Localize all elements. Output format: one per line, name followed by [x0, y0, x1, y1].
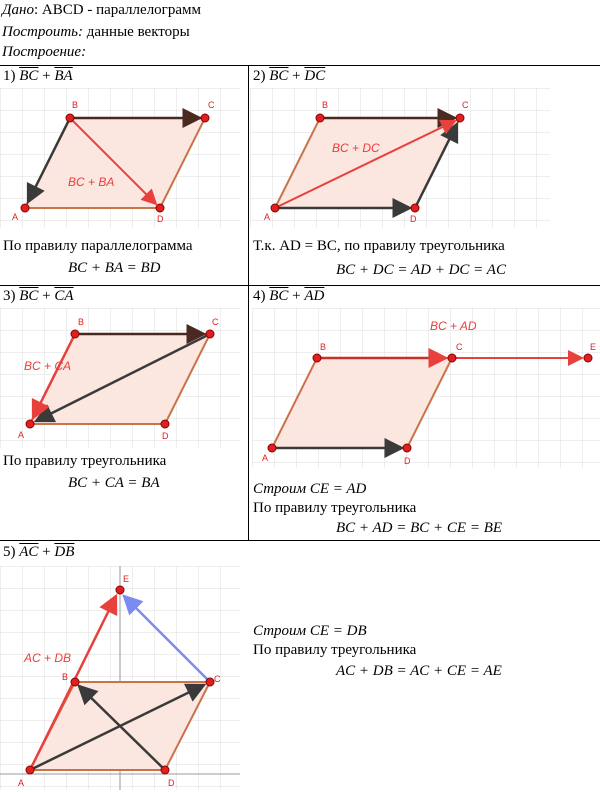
- given-text: : ABCD - параллелограмм: [34, 2, 201, 18]
- point-b: [71, 678, 79, 686]
- point-d: [161, 420, 169, 428]
- point-c: [448, 354, 456, 362]
- cell1-title: 1) $\overline{BC} + \overline{BA}$: [3, 68, 73, 84]
- point-a: [26, 420, 34, 428]
- cell5-diagram: [0, 566, 240, 790]
- point-c: [206, 330, 214, 338]
- vector-label: BC + AD: [430, 319, 477, 333]
- point-c: [201, 114, 209, 122]
- table-top-border: [0, 65, 600, 66]
- point-a: [26, 766, 34, 774]
- point-b: [313, 354, 321, 362]
- cell4-equation: BC + AD = BC + CE = BE: [336, 520, 503, 536]
- label-b: B: [62, 672, 69, 682]
- vector-label: BC + DC: [332, 141, 380, 155]
- cell5-title: 5) $\overline{AC} + \overline{DB}$: [3, 544, 75, 560]
- label-a: A: [18, 430, 25, 440]
- label-a: A: [18, 778, 25, 788]
- label-c: C: [456, 342, 463, 352]
- table-row1-border: [0, 285, 600, 286]
- label-e: E: [590, 342, 597, 352]
- table-row2-border: [0, 540, 600, 541]
- label-d: D: [410, 214, 417, 224]
- cell1-diagram: [0, 88, 240, 228]
- cell1-rule: По правилу параллелограмма: [3, 238, 193, 254]
- label-c: C: [212, 317, 219, 327]
- cell3-title: 3) $\overline{BC} + \overline{CA}$: [3, 288, 74, 304]
- label-c: C: [462, 100, 469, 110]
- construct-text: данные векторы: [82, 24, 190, 40]
- cell5-rule: По правилу треугольника: [253, 642, 417, 658]
- point-d: [156, 204, 164, 212]
- cell5-equation: AC + DB = AC + CE = AE: [336, 663, 502, 679]
- label-b: B: [320, 342, 327, 352]
- cell3-equation: BC + CA = BA: [68, 475, 160, 491]
- point-a: [271, 204, 279, 212]
- point-c: [206, 678, 214, 686]
- label-a: A: [264, 212, 271, 222]
- point-d: [161, 766, 169, 774]
- point-a: [268, 444, 276, 452]
- table-col-divider: [248, 65, 249, 540]
- vector-label: BC + CA: [24, 359, 72, 373]
- cell3-diagram: [0, 308, 240, 448]
- label-b: B: [78, 317, 85, 327]
- cell2-note: Т.к. AD = BC, по правилу треугольника: [253, 238, 505, 254]
- point-e: [116, 586, 124, 594]
- label-b: B: [72, 100, 79, 110]
- cell2-diagram: [250, 88, 550, 228]
- cell3-rule: По правилу треугольника: [3, 453, 167, 469]
- label-c: C: [208, 100, 215, 110]
- cell4-title: 4) $\overline{BC} + \overline{AD}$: [253, 288, 325, 304]
- point-d: [411, 204, 419, 212]
- cell2-title: 2) $\overline{BC} + \overline{DC}$: [253, 68, 326, 84]
- cell4-line1: Строим CE = AD: [253, 481, 367, 497]
- point-c: [456, 114, 464, 122]
- label-a: A: [12, 212, 19, 222]
- label-a: A: [262, 453, 269, 463]
- point-d: [403, 444, 411, 452]
- cell4-diagram: [252, 308, 600, 468]
- point-b: [71, 330, 79, 338]
- cell4-rule: По правилу треугольника: [253, 500, 417, 516]
- cell5-line1: Строим CE = DB: [253, 623, 367, 639]
- label-c: C: [214, 674, 221, 684]
- point-b: [316, 114, 324, 122]
- label-d: D: [162, 431, 169, 441]
- cell2-equation: BC + DC = AD + DC = AC: [336, 262, 506, 278]
- point-b: [66, 114, 74, 122]
- label-e: E: [123, 574, 130, 584]
- label-d: D: [168, 778, 175, 788]
- point-a: [21, 204, 29, 212]
- cell1-equation: BC + BA = BD: [68, 260, 161, 276]
- given-line: [2, 0, 201, 20]
- vector-label: BC + BA: [68, 175, 115, 189]
- label-d: D: [157, 214, 164, 224]
- construct-line: [2, 22, 190, 42]
- construct-label: Построить:: [2, 24, 83, 40]
- label-d: D: [404, 456, 411, 466]
- label-b: B: [322, 100, 329, 110]
- given-label: Дано: [2, 2, 34, 18]
- point-e: [584, 354, 592, 362]
- vector-label: AC + DB: [24, 651, 72, 665]
- build-label: Построение:: [2, 44, 87, 60]
